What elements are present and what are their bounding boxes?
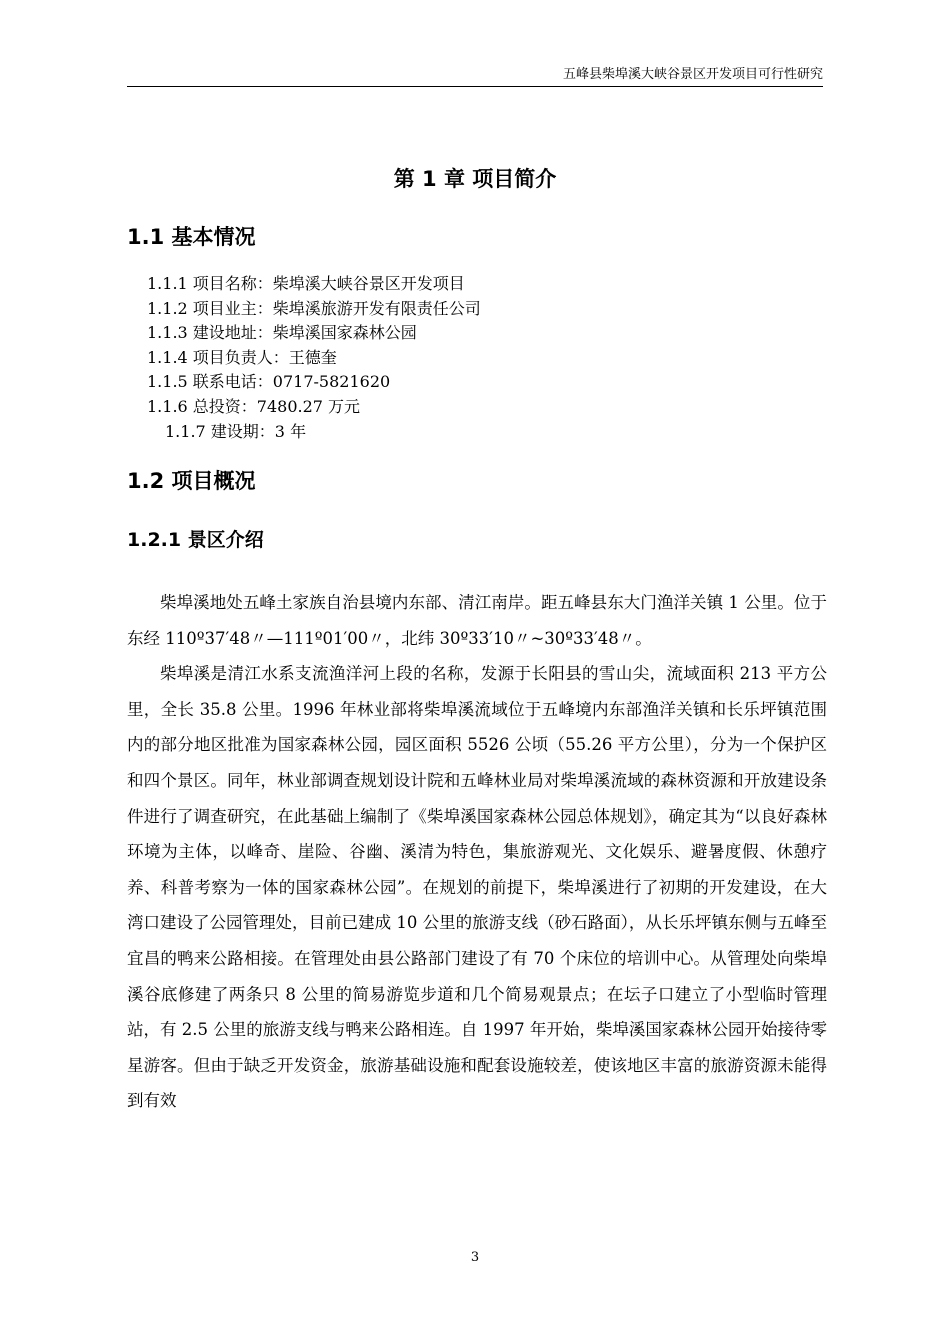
paragraph-overview: 柴埠溪是清江水系支流渔洋河上段的名称，发源于长阳县的雪山尖，流域面积 213 平方公里，全长 35.8 公里。1996 年林业部将柴埠溪流域位于五峰境内东部渔洋关镇和长乐坪镇范围内的部分地区批准为国家森林公园，园区面积 5526 公顷（55.26 平方公里），分为一个保护区和四个景区。同年，林业部调查规划设计院和五峰林业局对柴埠溪流域的森林资源和开放建设条件进行了调查研究，在此基础上编制了《柴埠溪国家森林公园总体规划》，确定其为“以良好森林环境为主体，以峰奇、崖险、谷幽、溪清为特色，集旅游观光、文化娱乐、避暑度假、休憩疗养、科普考察为一体的国家森林公园”。在规划的前提下，柴埠溪进行了初期的开发建设，在大湾口建设了公园管理处，目前已建成 10 公里的旅游支线（砂石路面），从长乐坪镇东侧与五峰至宜昌的鸭来公路相接。在管理处由县公路部门建设了有 70 个床位的培训中心。从管理处向柴埠溪谷底修建了两条只 8 公里的简易游览步道和几个简易观景点；在坛子口建立了小型临时管理站，有 2.5 公里的旅游支线与鸭来公路相连。自 1997 年开始，柴埠溪国家森林公园开始接待零星游客。但由于缺乏开发资金，旅游基础设施和配套设施较差，使该地区丰富的旅游资源未能得到有效 [127, 664, 827, 1111]
paragraph-location: 柴埠溪地处五峰土家族自治县境内东部、清江南岸。距五峰县东大门渔洋关镇 1 公里。位于东经 110º37′48〃—111º01′00〃，北纬 30º33′10〃~30º33′48〃。 [127, 593, 827, 648]
chapter-title: 第 1 章 项目简介 [393, 167, 557, 191]
body-text [127, 585, 827, 1119]
section-title-1-2: 1.2 项目概况 [127, 469, 256, 493]
basic-info-list [147, 272, 481, 444]
page-number: 3 [470, 1250, 480, 1265]
header-divider [127, 86, 823, 87]
info-item-phone: 1.1.5 联系电话：0717-5821620 [147, 372, 391, 392]
running-header: 五峰县柴埠溪大峡谷景区开发项目可行性研究 [562, 67, 823, 82]
info-item-total-investment: 1.1.6 总投资：7480.27 万元 [147, 396, 361, 416]
info-item-construction-site: 1.1.3 建设地址：柴埠溪国家森林公园 [147, 323, 417, 343]
info-item-project-manager: 1.1.4 项目负责人：王德奎 [147, 347, 337, 367]
info-item-project-owner: 1.1.2 项目业主：柴埠溪旅游开发有限责任公司 [147, 298, 481, 318]
info-item-construction-period: 1.1.7 建设期：3 年 [165, 421, 307, 441]
info-item-project-name: 1.1.1 项目名称：柴埠溪大峡谷景区开发项目 [147, 274, 465, 293]
section-title-1-1: 1.1 基本情况 [127, 225, 256, 249]
subsection-title-1-2-1: 1.2.1 景区介绍 [127, 529, 264, 551]
